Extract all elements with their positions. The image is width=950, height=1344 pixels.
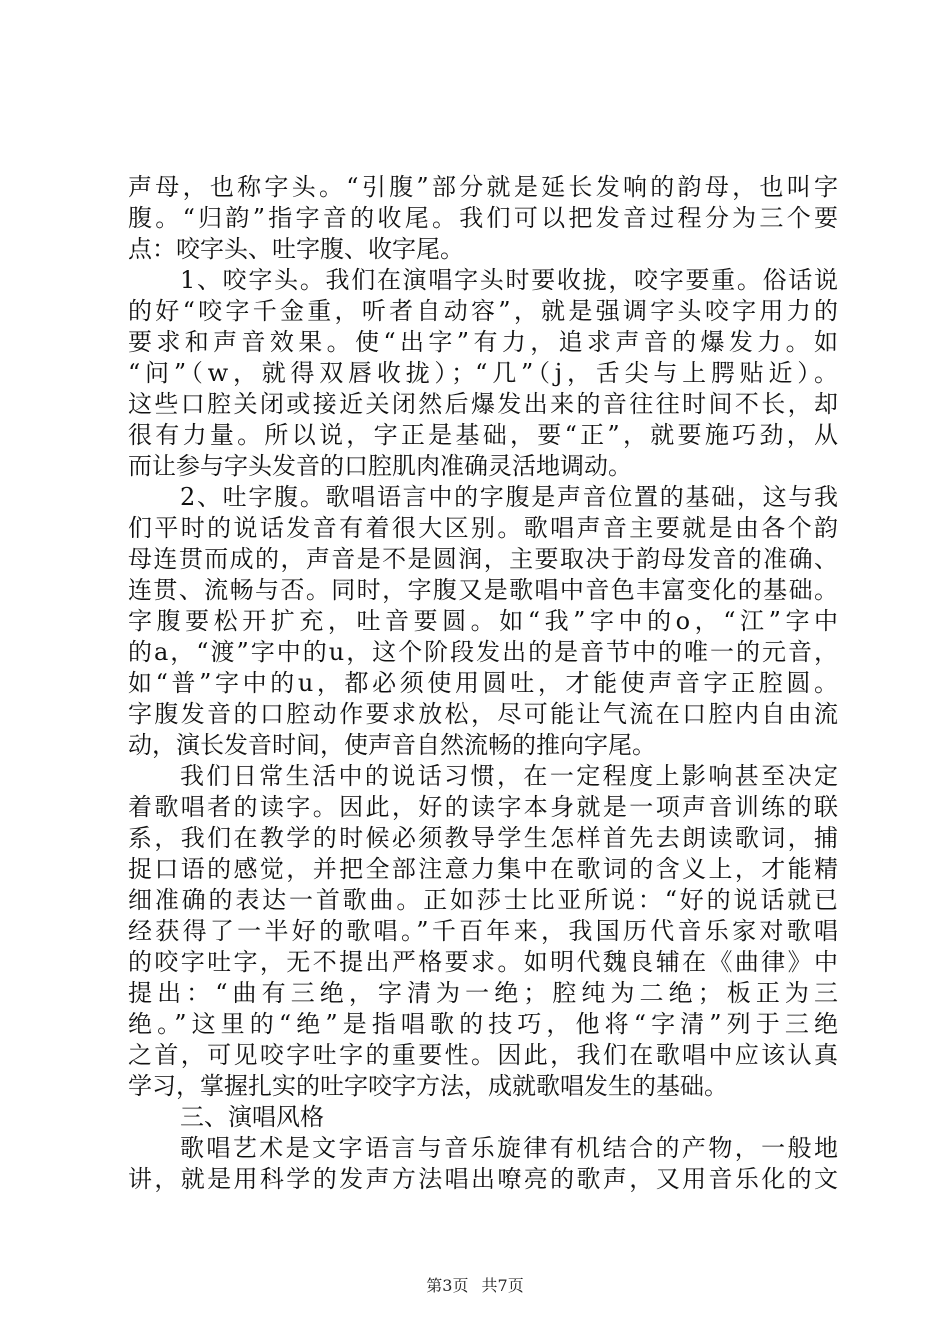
- text-line: 这些口腔关闭或接近关闭然后爆发出来的音往往时间不长，却: [128, 390, 838, 418]
- text-line: 点：咬字头、吐字腹、收字尾。: [128, 235, 464, 263]
- text-line: 歌唱艺术是文字语言与音乐旋律有机结合的产物，一般地: [180, 1134, 838, 1162]
- text-line: “问”（w，就得双唇收拢）；“几”（j，舌尖与上腭贴近）。: [128, 359, 838, 387]
- text-line: 如“普”字中的u，都必须使用圆吐，才能使声音字正腔圆。: [128, 669, 838, 697]
- section-heading: 三、演唱风格: [180, 1103, 324, 1131]
- text-line: 字腹要松开扩充，吐音要圆。如“我”字中的o，“江”字中: [128, 607, 838, 635]
- page-total: 共7页: [481, 1276, 524, 1295]
- text-line: 讲，就是用科学的发声方法唱出嘹亮的歌声，又用音乐化的文: [128, 1165, 838, 1193]
- text-line: 1、咬字头。我们在演唱字头时要收拢，咬字要重。俗话说: [180, 266, 838, 294]
- text-line: 的好“咬字千金重，听者自动容”，就是强调字头咬字用力的: [128, 297, 838, 325]
- text-line: 捉口语的感觉，并把全部注意力集中在歌词的含义上，才能精: [128, 855, 838, 883]
- text-line: 绝。”这里的“绝”是指唱歌的技巧，他将“字清”列于三绝: [128, 1010, 838, 1038]
- text-line: 母连贯而成的，声音是不是圆润，主要取决于韵母发音的准确、: [128, 545, 838, 573]
- text-line: 着歌唱者的读字。因此，好的读字本身就是一项声音训练的联: [128, 793, 838, 821]
- page-number: 第3页: [426, 1276, 469, 1295]
- text-line: 的a，“渡”字中的u，这个阶段发出的是音节中的唯一的元音，: [128, 638, 838, 666]
- text-line: 细准确的表达一首歌曲。正如莎士比亚所说：“好的说话就已: [128, 886, 838, 914]
- page-footer: [0, 1276, 950, 1296]
- text-line: 腹。“归韵”指字音的收尾。我们可以把发音过程分为三个要: [128, 204, 838, 232]
- text-line: 之首，可见咬字吐字的重要性。因此，我们在歌唱中应该认真: [128, 1041, 838, 1069]
- text-line: 提出：“曲有三绝，字清为一绝；腔纯为二绝；板正为三: [128, 979, 838, 1007]
- text-line: 2、吐字腹。歌唱语言中的字腹是声音位置的基础，这与我: [180, 483, 838, 511]
- text-line: 们平时的说话发音有着很大区别。歌唱声音主要就是由各个韵: [128, 514, 838, 542]
- text-line: 要求和声音效果。使“出字”有力，追求声音的爆发力。如: [128, 328, 838, 356]
- text-line: 的咬字吐字，无不提出严格要求。如明代魏良辅在《曲律》中: [128, 948, 838, 976]
- text-line: 声母，也称字头。“引腹”部分就是延长发响的韵母，也叫字: [128, 173, 838, 201]
- text-line: 连贯、流畅与否。同时，字腹又是歌唱中音色丰富变化的基础。: [128, 576, 838, 604]
- document-body: [128, 172, 838, 1195]
- text-line: 学习，掌握扎实的吐字咬字方法，成就歌唱发生的基础。: [128, 1072, 728, 1100]
- text-line: 经获得了一半好的歌唱。”千百年来，我国历代音乐家对歌唱: [128, 917, 838, 945]
- text-line: 系，我们在教学的时候必须教导学生怎样首先去朗读歌词，捕: [128, 824, 838, 852]
- text-line: 我们日常生活中的说话习惯，在一定程度上影响甚至决定: [180, 762, 838, 790]
- text-line: 而让参与字头发音的口腔肌肉准确灵活地调动。: [128, 452, 632, 480]
- text-line: 字腹发音的口腔动作要求放松，尽可能让气流在口腔内自由流: [128, 700, 838, 728]
- text-line: 很有力量。所以说，字正是基础，要“正”，就要施巧劲，从: [128, 421, 838, 449]
- text-line: 动，演长发音时间，使声音自然流畅的推向字尾。: [128, 731, 656, 759]
